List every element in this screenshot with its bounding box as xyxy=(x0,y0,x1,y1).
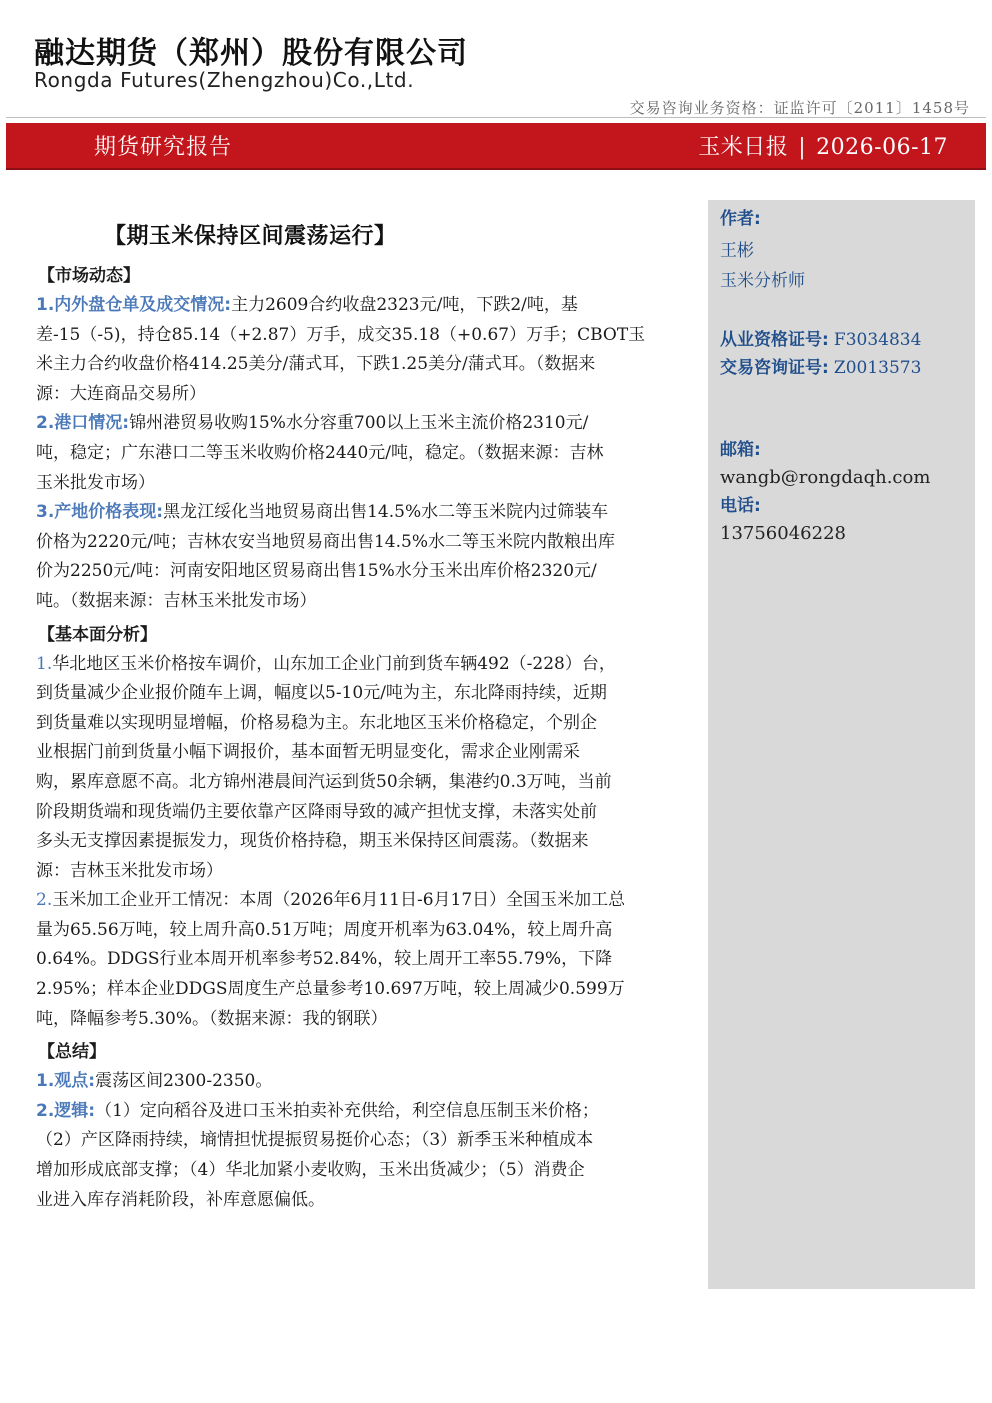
company-name-cn: 融达期货（郑州）股份有限公司 xyxy=(34,36,468,71)
fundamental-item-line: 量为65.56万吨，较上周升高0.51万吨；周度开机率为63.04%，较上周升高 xyxy=(36,919,613,940)
phone-number: 13756046228 xyxy=(720,523,846,544)
certificates xyxy=(720,326,975,382)
market-item-line: 吨，稳定；广东港口二等玉米收购价格2440元/吨，稳定。（数据来源：吉林 xyxy=(36,442,604,463)
article-title: 【期玉米保持区间震荡运行】 xyxy=(104,223,397,249)
banner-report-name: 玉米日报 xyxy=(698,135,789,160)
fundamental-item-line: 多头无支撑因素提振发力，现货价格持稳，期玉米保持区间震荡。（数据来 xyxy=(36,831,589,852)
fundamental-item-line xyxy=(36,650,676,680)
market-item-label: 2.港口情况: xyxy=(36,413,130,434)
section-heading-summary: 【总结】 xyxy=(38,1042,106,1063)
market-item-line xyxy=(36,498,676,528)
email-address[interactable]: wangb@rongdaqh.com xyxy=(720,467,931,488)
fundamental-item-text: 华北地区玉米价格按车调价，山东加工企业门前到货车辆492（-228）台， xyxy=(52,653,616,674)
qualification-row xyxy=(720,326,975,354)
company-name-en: Rongda Futures(Zhengzhou)Co.,Ltd. xyxy=(34,68,415,92)
author-sidebar xyxy=(708,200,975,1289)
fundamental-item-line: 到货量减少企业报价随车上调，幅度以5-10元/吨为主，东北降雨持续，近期 xyxy=(36,683,607,704)
summary-item-line xyxy=(36,1067,676,1097)
summary-item-2 xyxy=(36,1097,676,1215)
phone-label: 电话: xyxy=(720,496,761,516)
fundamental-item-line: 业根据门前到货量小幅下调报价，基本面暂无明显变化，需求企业刚需采 xyxy=(36,742,580,763)
market-item-3 xyxy=(36,498,676,616)
market-item-2 xyxy=(36,409,676,498)
market-item-text: 主力2609合约收盘2323元/吨，下跌2/吨，基 xyxy=(231,295,578,315)
market-item-line: 玉米批发市场） xyxy=(36,472,155,493)
qualification-number: F3034834 xyxy=(833,330,922,350)
banner-date: 2026-06-17 xyxy=(816,135,948,160)
fundamental-item-number: 2. xyxy=(36,890,53,911)
summary-item-line: 增加形成底部支撑；（4）华北加紧小麦收购，玉米出货减少；（5）消费企 xyxy=(36,1160,585,1181)
banner-separator: | xyxy=(798,135,807,160)
market-item-line xyxy=(36,409,676,439)
header-rule xyxy=(6,117,986,118)
banner-report-type: 期货研究报告 xyxy=(94,135,233,160)
summary-item-line: 业进入库存消耗阶段，补库意愿偏低。 xyxy=(36,1189,325,1210)
market-item-line: 吨。（数据来源：吉林玉米批发市场） xyxy=(36,590,317,611)
license-text: 交易咨询业务资格：证监许可〔2011〕1458号 xyxy=(629,99,970,117)
fundamental-item-line: 源：吉林玉米批发市场） xyxy=(36,860,223,881)
summary-item-line xyxy=(36,1097,676,1127)
section-heading-market: 【市场动态】 xyxy=(38,266,140,286)
market-item-line: 价格为2220元/吨；吉林农安当地贸易商出售14.5%水二等玉米院内散粮出库 xyxy=(36,531,615,552)
author-name: 王彬 xyxy=(720,241,754,261)
author-label: 作者: xyxy=(720,209,761,229)
market-item-text: 黑龙江绥化当地贸易商出售14.5%水二等玉米院内过筛装车 xyxy=(163,502,609,523)
banner-report-info xyxy=(698,130,986,161)
fundamental-item-line: 到货量难以实现明显增幅，价格易稳为主。东北地区玉米价格稳定，个别企 xyxy=(36,712,597,733)
fundamental-item-line: 2.95%；样本企业DDGS周度生产总量参考10.697万吨，较上周减少0.599万 xyxy=(36,979,625,1000)
report-banner xyxy=(6,123,986,170)
summary-item-label: 2.逻辑: xyxy=(36,1100,96,1121)
fundamental-item-line xyxy=(36,886,676,916)
summary-item-line: （2）产区降雨持续，墒情担忧提振贸易挺价心态；（3）新季玉米种植成本 xyxy=(36,1130,594,1151)
summary-item-text: （1）定向稻谷及进口玉米拍卖补充供给，利空信息压制玉米价格； xyxy=(95,1100,599,1121)
market-item-1 xyxy=(36,291,676,409)
market-item-text: 锦州港贸易收购15%水分容重700以上玉米主流价格2310元/ xyxy=(129,413,589,434)
fundamental-item-line: 阶段期货端和现货端仍主要依靠产区降雨导致的减产担忧支撑，未落实处前 xyxy=(36,801,597,822)
market-item-line: 差-15（-5)，持仓85.14（+2.87）万手，成交35.18（+0.67）万手；CBOT玉 xyxy=(36,324,646,345)
market-item-label: 3.产地价格表现: xyxy=(36,502,164,523)
summary-item-label: 1.观点: xyxy=(36,1071,96,1092)
market-item-label: 1.内外盘仓单及成交情况: xyxy=(36,295,232,315)
market-item-line: 价为2250元/吨：河南安阳地区贸易商出售15%水分玉米出库价格2320元/ xyxy=(36,561,597,582)
market-item-line: 米主力合约收盘价格414.25美分/蒲式耳，下跌1.25美分/蒲式耳。（数据来 xyxy=(36,354,596,375)
fundamental-item-text: 玉米加工企业开工情况：本周（2026年6月11日-6月17日）全国玉米加工总 xyxy=(52,890,626,911)
market-item-line: 源：大连商品交易所） xyxy=(36,383,206,404)
consult-number: Z0013573 xyxy=(833,358,922,378)
summary-item-text: 震荡区间2300-2350。 xyxy=(95,1071,273,1092)
fundamental-item-number: 1. xyxy=(36,653,53,674)
fundamental-item-2 xyxy=(36,886,676,1034)
email-label: 邮箱: xyxy=(720,440,761,460)
summary-item-1 xyxy=(36,1067,676,1097)
fundamental-item-line: 0.64%。DDGS行业本周开机率参考52.84%，较上周开工率55.79%，下降 xyxy=(36,949,613,970)
market-item-line xyxy=(36,291,676,321)
contact-info xyxy=(720,436,975,548)
report-body xyxy=(36,219,676,1215)
fundamental-item-line: 购，累库意愿不高。北方锦州港晨间汽运到货50余辆，集港约0.3万吨，当前 xyxy=(36,771,612,792)
author-title: 玉米分析师 xyxy=(720,271,805,291)
consult-row xyxy=(720,354,975,382)
qualification-label: 从业资格证号: xyxy=(720,330,829,350)
fundamental-item-line: 吨，降幅参考5.30%。（数据来源：我的钢联） xyxy=(36,1008,388,1029)
consult-label: 交易咨询证号: xyxy=(720,358,829,378)
section-heading-fundamental: 【基本面分析】 xyxy=(38,624,157,645)
fundamental-item-1 xyxy=(36,650,676,887)
